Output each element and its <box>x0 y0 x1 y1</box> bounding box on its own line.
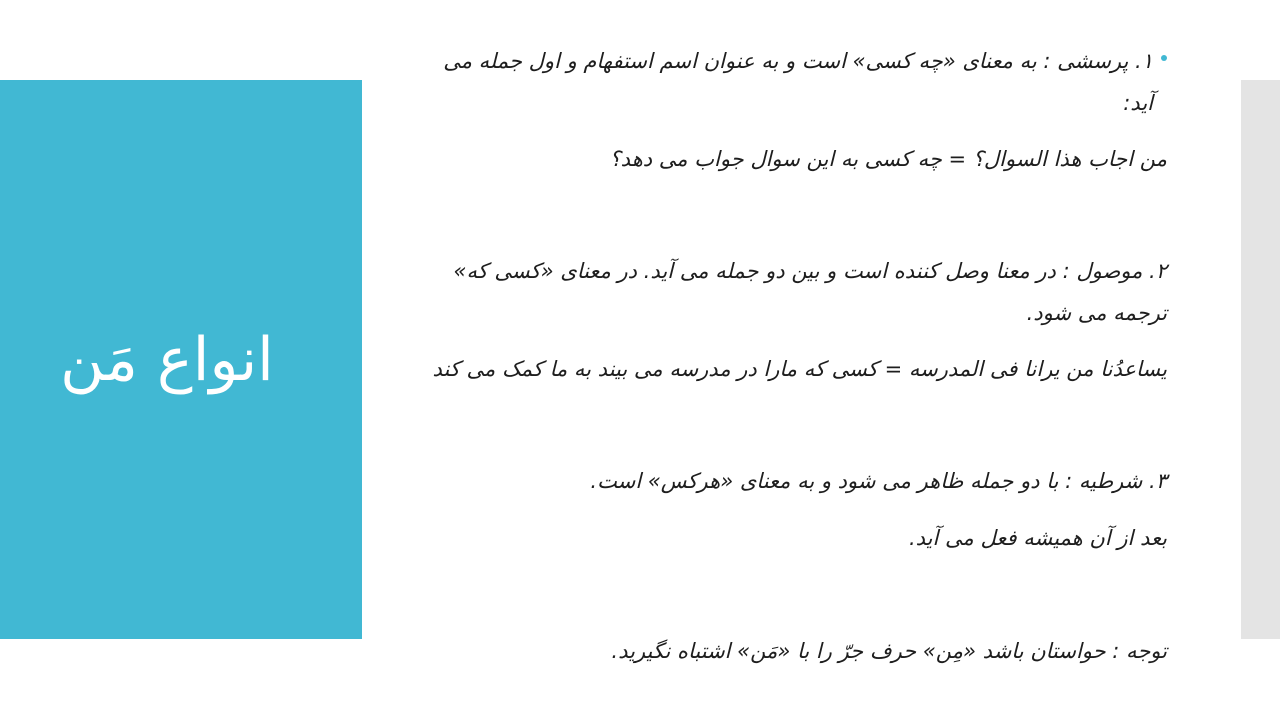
bullet-dot-icon <box>1161 55 1167 61</box>
title-panel <box>0 80 362 639</box>
example-interrogative: من اجاب هذا السوال؟ = چه کسی به این سوال جواب می دهد؟ <box>609 147 1167 171</box>
paragraph-conditional: ٣. شرطیه : با دو جمله ظاهر می شود و به معنای «هرکس» است. <box>590 469 1167 493</box>
note-conditional: بعد از آن همیشه فعل می آید. <box>908 526 1167 550</box>
paragraph-relative: ٢. موصول : در معنا وصل کننده است و بین دو جمله می آید. در معنای «کسی که» ترجمه می شود. <box>453 259 1167 325</box>
paragraph-interrogative-text: ١. پرسشی : به معنای «چه کسی» است و به عنوان اسم استفهام و اول جمله می آید: <box>443 49 1153 115</box>
example-relative: یساعدُنا من یرانا فی المدرسه = کسی که مارا در مدرسه می بیند به ما کمک می کند <box>432 357 1167 381</box>
warning-note: توجه : حواستان باشد «مِن» حرف جرّ را با «مَن» اشتباه نگیرید. <box>611 639 1167 663</box>
slide-title: انواع مَن <box>60 324 274 395</box>
side-decoration-strip <box>1241 80 1280 639</box>
paragraph-interrogative <box>410 40 1167 124</box>
